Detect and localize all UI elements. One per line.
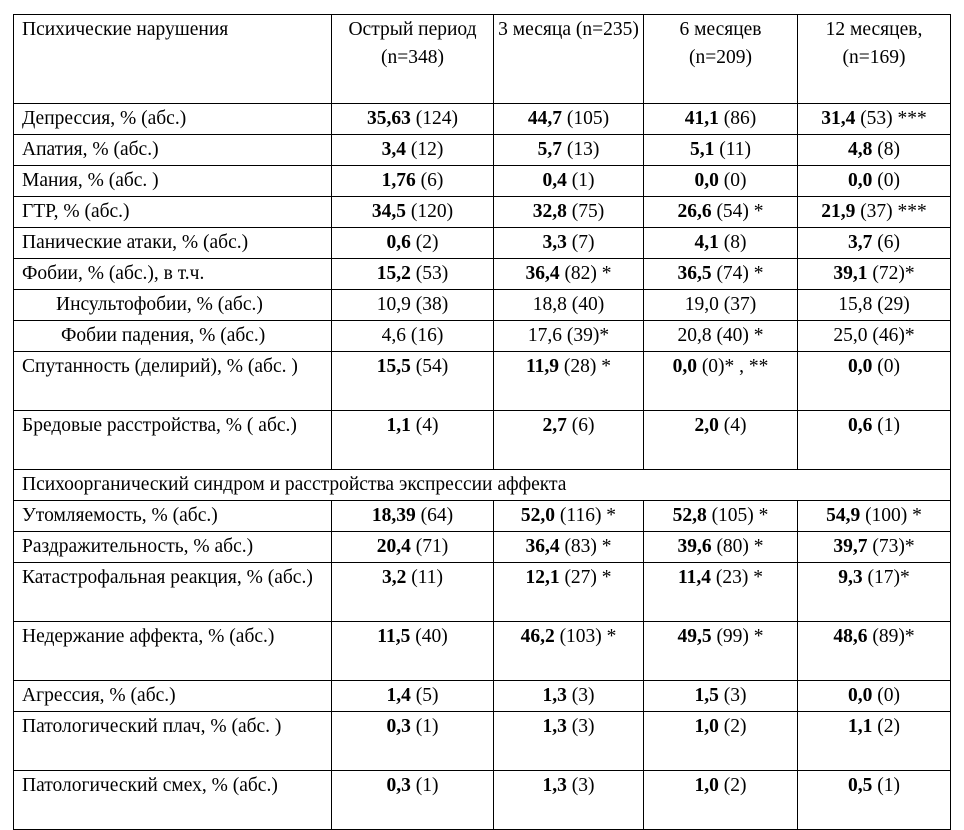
table-cell: 0,0 (0)* , ** [644, 352, 798, 411]
header-col-3m: 3 месяца (n=235) [494, 15, 644, 104]
table-cell: 36,4 (82) * [494, 259, 644, 290]
table-cell: 0,4 (1) [494, 166, 644, 197]
table-cell: 2,7 (6) [494, 411, 644, 470]
row-label: ГТР, % (абс.) [14, 197, 332, 228]
table-row [14, 411, 951, 470]
table-cell: 1,0 (2) [644, 712, 798, 771]
header-col-acute: Острый период (n=348) [332, 15, 494, 104]
row-label: Фобии падения, % (абс.) [14, 321, 332, 352]
row-label: Утомляемость, % (абс.) [14, 501, 332, 532]
table-cell: 3,7 (6) [798, 228, 951, 259]
table-cell: 19,0 (37) [644, 290, 798, 321]
table-row [14, 228, 951, 259]
table-cell: 18,8 (40) [494, 290, 644, 321]
table-row [14, 259, 951, 290]
table-cell: 11,9 (28) * [494, 352, 644, 411]
table-cell: 15,2 (53) [332, 259, 494, 290]
table-cell: 32,8 (75) [494, 197, 644, 228]
table-cell: 1,4 (5) [332, 681, 494, 712]
table-cell: 4,8 (8) [798, 135, 951, 166]
table-cell: 35,63 (124) [332, 104, 494, 135]
header-row [14, 15, 951, 104]
row-label: Патологический плач, % (абс. ) [14, 712, 332, 771]
table-row [14, 352, 951, 411]
table-cell: 18,39 (64) [332, 501, 494, 532]
table-cell: 0,3 (1) [332, 712, 494, 771]
row-label: Мания, % (абс. ) [14, 166, 332, 197]
table-row [14, 563, 951, 622]
table-row [14, 681, 951, 712]
section-title: Психоорганический синдром и расстройства экспрессии аффекта [14, 470, 951, 501]
table-row [14, 290, 951, 321]
table-cell: 39,6 (80) * [644, 532, 798, 563]
table-cell: 1,1 (4) [332, 411, 494, 470]
table-row [14, 321, 951, 352]
row-label: Агрессия, % (абс.) [14, 681, 332, 712]
row-label: Депрессия, % (абс.) [14, 104, 332, 135]
table-cell: 31,4 (53) *** [798, 104, 951, 135]
table-cell: 0,0 (0) [798, 352, 951, 411]
table-cell: 1,3 (3) [494, 681, 644, 712]
table-cell: 54,9 (100) * [798, 501, 951, 532]
table-cell: 0,3 (1) [332, 771, 494, 830]
table-row [14, 622, 951, 681]
table-cell: 15,8 (29) [798, 290, 951, 321]
table-cell: 1,5 (3) [644, 681, 798, 712]
table-cell: 0,6 (1) [798, 411, 951, 470]
table-cell: 11,5 (40) [332, 622, 494, 681]
table-cell: 15,5 (54) [332, 352, 494, 411]
table-cell: 36,5 (74) * [644, 259, 798, 290]
table-cell: 26,6 (54) * [644, 197, 798, 228]
table-cell: 20,8 (40) * [644, 321, 798, 352]
row-label: Апатия, % (абс.) [14, 135, 332, 166]
table-row [14, 532, 951, 563]
table-row [14, 104, 951, 135]
table-cell: 17,6 (39)* [494, 321, 644, 352]
table-row [14, 135, 951, 166]
table-row [14, 501, 951, 532]
table-cell: 39,1 (72)* [798, 259, 951, 290]
table-cell: 12,1 (27) * [494, 563, 644, 622]
table-cell: 5,1 (11) [644, 135, 798, 166]
table-cell: 3,3 (7) [494, 228, 644, 259]
table-cell: 11,4 (23) * [644, 563, 798, 622]
table-cell: 0,5 (1) [798, 771, 951, 830]
table-cell: 4,6 (16) [332, 321, 494, 352]
table-cell: 0,0 (0) [644, 166, 798, 197]
table-row [14, 771, 951, 830]
table-cell: 9,3 (17)* [798, 563, 951, 622]
row-label: Патологический смех, % (абс.) [14, 771, 332, 830]
table-cell: 10,9 (38) [332, 290, 494, 321]
table-cell: 52,8 (105) * [644, 501, 798, 532]
header-col-12m: 12 месяцев, (n=169) [798, 15, 951, 104]
row-label: Катастрофальная реакция, % (абс.) [14, 563, 332, 622]
header-col-6m: 6 месяцев (n=209) [644, 15, 798, 104]
table-cell: 41,1 (86) [644, 104, 798, 135]
row-label: Инсультофобии, % (абс.) [14, 290, 332, 321]
table-row [14, 712, 951, 771]
table-cell: 4,1 (8) [644, 228, 798, 259]
data-table [13, 14, 951, 830]
table-cell: 1,3 (3) [494, 712, 644, 771]
table-cell: 21,9 (37) *** [798, 197, 951, 228]
table-cell: 48,6 (89)* [798, 622, 951, 681]
table-cell: 1,3 (3) [494, 771, 644, 830]
table-cell: 25,0 (46)* [798, 321, 951, 352]
table-cell: 34,5 (120) [332, 197, 494, 228]
table-cell: 1,1 (2) [798, 712, 951, 771]
header-col-disorders: Психические нарушения [14, 15, 332, 104]
table-cell: 49,5 (99) * [644, 622, 798, 681]
table-cell: 2,0 (4) [644, 411, 798, 470]
row-label: Раздражительность, % абс.) [14, 532, 332, 563]
table-cell: 52,0 (116) * [494, 501, 644, 532]
table-cell: 3,4 (12) [332, 135, 494, 166]
row-label: Недержание аффекта, % (абс.) [14, 622, 332, 681]
table-cell: 39,7 (73)* [798, 532, 951, 563]
table-cell: 20,4 (71) [332, 532, 494, 563]
table-row [14, 197, 951, 228]
table-cell: 3,2 (11) [332, 563, 494, 622]
row-label: Бредовые расстройства, % ( абс.) [14, 411, 332, 470]
table-cell: 46,2 (103) * [494, 622, 644, 681]
row-label: Спутанность (делирий), % (абс. ) [14, 352, 332, 411]
table-cell: 44,7 (105) [494, 104, 644, 135]
table-cell: 0,6 (2) [332, 228, 494, 259]
table-cell: 5,7 (13) [494, 135, 644, 166]
row-label: Панические атаки, % (абс.) [14, 228, 332, 259]
table-cell: 1,0 (2) [644, 771, 798, 830]
table-cell: 36,4 (83) * [494, 532, 644, 563]
table-cell: 0,0 (0) [798, 166, 951, 197]
table-cell: 1,76 (6) [332, 166, 494, 197]
table-row [14, 166, 951, 197]
table-cell: 0,0 (0) [798, 681, 951, 712]
row-label: Фобии, % (абс.), в т.ч. [14, 259, 332, 290]
section-row [14, 470, 951, 501]
